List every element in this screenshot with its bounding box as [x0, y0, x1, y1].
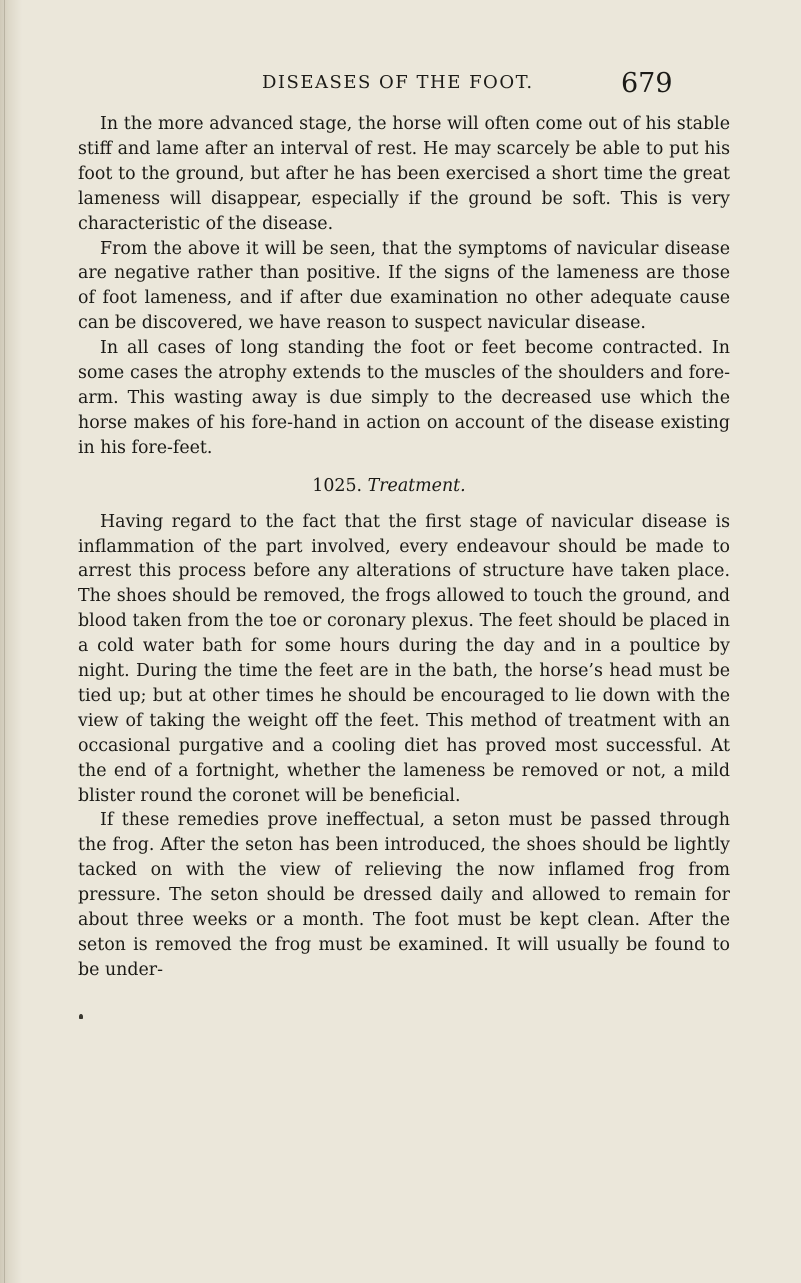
gutter-line: [4, 0, 5, 1283]
paragraph: If these remedies prove ineffectual, a seton must be passed through the frog. After the seton has been introduced, the shoes should be lightly tacked on with the view of relieving the now inflamed frog from pressure. The seton should be dressed daily and allowed to remain for about three weeks or a month. The foot must be kept clean. After the seton is removed the frog must be examined. It will usually be found to be under-: [78, 810, 730, 980]
paragraph: Having regard to the fact that the first stage of navicular disease is inflammation of the part involved, every endeavour should be made to arrest this process before any alterations of structure have taken place. The shoes should be removed, the frogs allowed to touch the ground, and blood taken from the toe or coronary plexus. The feet should be placed in a cold water bath for some hours during the day and in a poultice by night. During the time the feet are in the bath, the horse’s head must be tied up; but at other times he should be encouraged to lie down with the view of taking the weight off the feet. This method of treatment with an occasional purgative and a cooling diet has proved most successful. At the end of a fortnight, whether the lameness be removed or not, a mild blister round the coronet will be beneficial.: [78, 511, 730, 806]
section-number: 1025.: [312, 475, 363, 496]
body-text: [78, 112, 730, 983]
page-header: [0, 68, 801, 98]
paragraph: In all cases of long standing the foot or feet become contracted. In some cases the atrophy extends to the muscles of the shoulders and fore-arm. This wasting away is due simply to the decreased use which the horse makes of his fore-hand in action on account of the disease existing in his fore-feet.: [78, 338, 730, 458]
paragraph: From the above it will be seen, that the symptoms of navicular disease are negative rather than positive. If the signs of the lameness are those of foot lameness, and if after due examination no other adequate cause can be discovered, we have reason to suspect navicular disease.: [78, 238, 730, 334]
section-heading: [78, 474, 730, 499]
section-title: Treatment.: [367, 475, 466, 496]
running-head: DISEASES OF THE FOOT.: [262, 72, 534, 93]
paragraph: In the more advanced stage, the horse will often come out of his stable stiff and lame after an interval of rest. He may scarcely be able to put his foot to the ground, but after he has been exercised a short time the great lameness will disappear, especially if the ground be soft. This is very characteristic of the disease.: [78, 114, 730, 234]
ink-speck: [79, 1014, 83, 1019]
page-number: 679: [621, 68, 673, 99]
